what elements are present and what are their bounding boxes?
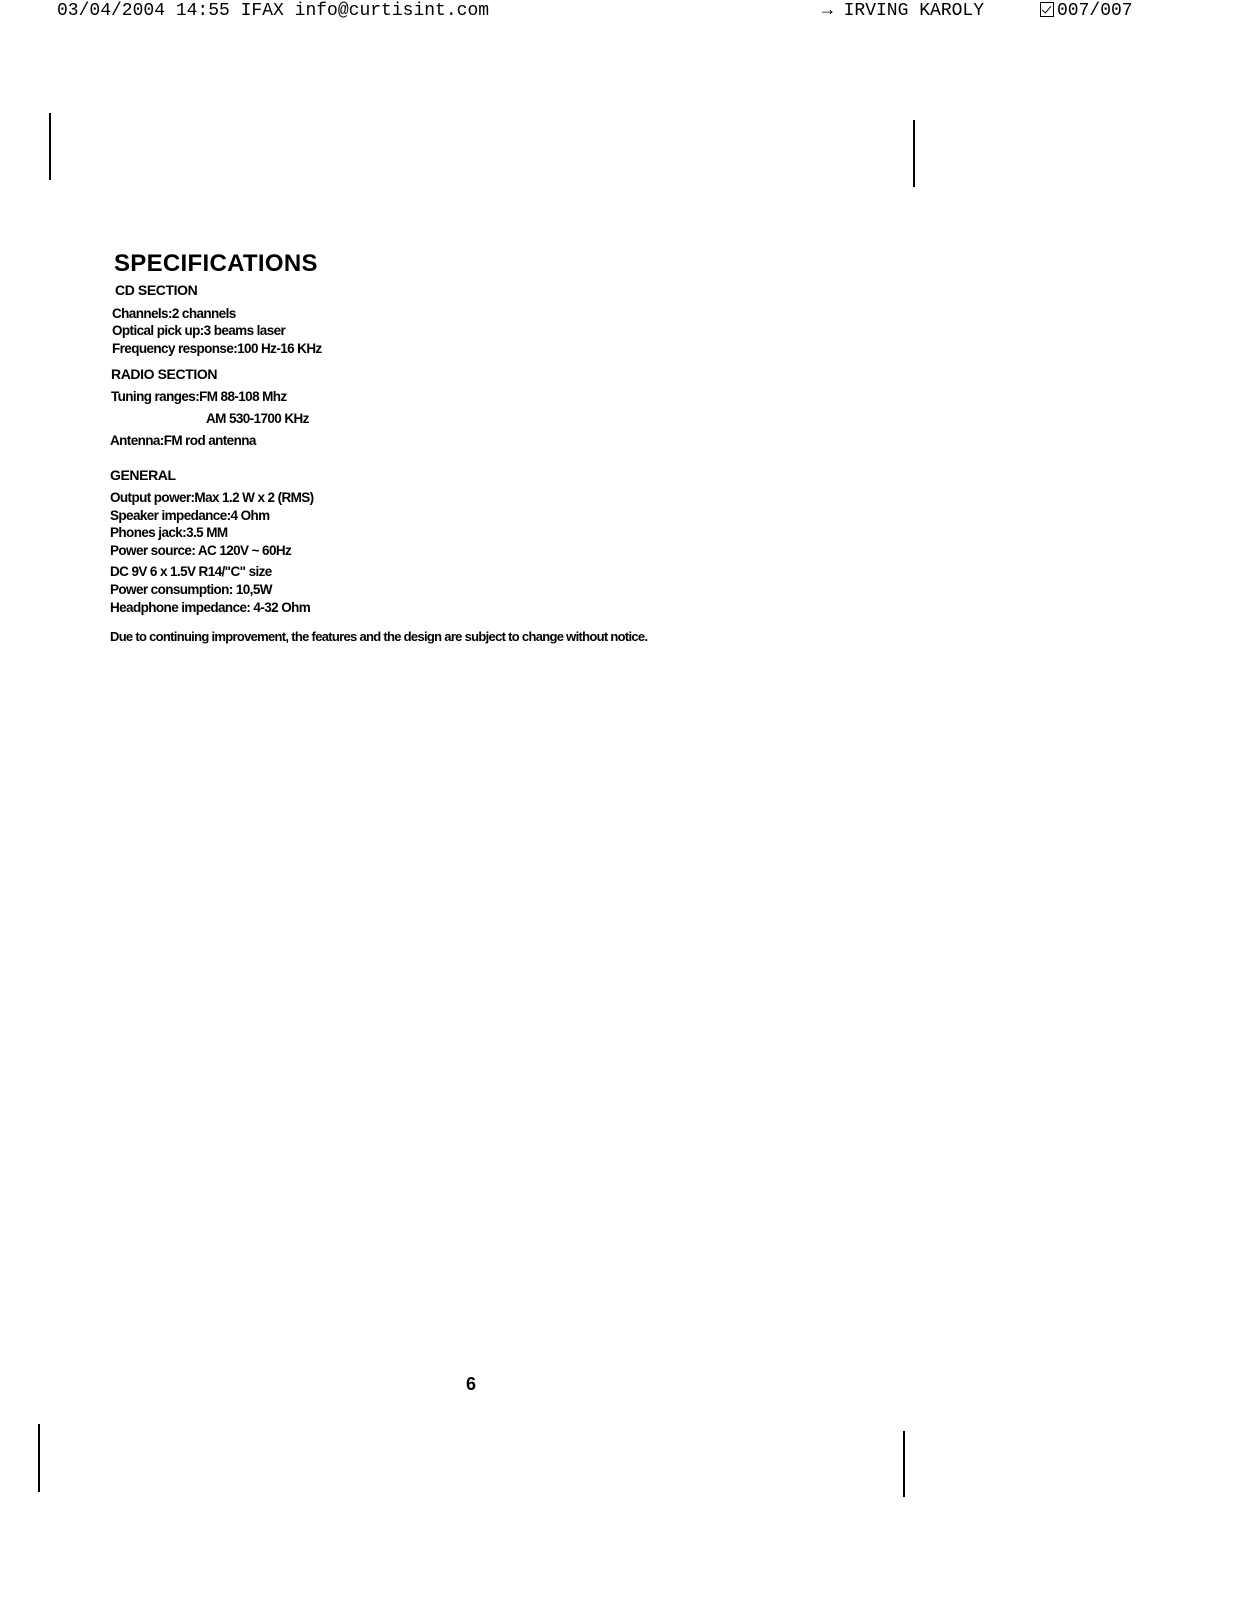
cd-spec-line: Frequency response:100 Hz-16 KHz xyxy=(112,341,322,356)
radio-spec-line: Tuning ranges:FM 88-108 Mhz xyxy=(111,389,287,404)
fax-header-sender: 03/04/2004 14:55 IFAX info@curtisint.com xyxy=(57,1,490,21)
fax-header-recipient: → IRVING KAROLY xyxy=(822,1,985,21)
general-section-heading: GENERAL xyxy=(110,467,176,483)
general-spec-line: DC 9V 6 x 1.5V R14/"C" size xyxy=(110,564,272,579)
crop-mark-bottom-left xyxy=(38,1424,40,1492)
fax-header-page xyxy=(1040,0,1133,22)
radio-spec-line: AM 530-1700 KHz xyxy=(206,411,309,426)
crop-mark-top-left xyxy=(49,113,51,180)
general-spec-line: Phones jack:3.5 MM xyxy=(110,525,228,540)
general-spec-line: Headphone impedance: 4-32 Ohm xyxy=(110,600,311,615)
crop-mark-top-right xyxy=(913,120,915,187)
page-title: SPECIFICATIONS xyxy=(114,250,318,277)
general-spec-line: Speaker impedance:4 Ohm xyxy=(110,508,270,523)
radio-section-heading: RADIO SECTION xyxy=(111,366,218,382)
cd-spec-line: Optical pick up:3 beams laser xyxy=(112,323,286,338)
general-spec-line: Power source: AC 120V ~ 60Hz xyxy=(110,543,292,558)
fax-page-count: 007/007 xyxy=(1057,1,1133,21)
cd-section-heading: CD SECTION xyxy=(115,282,198,298)
cd-spec-line: Channels:2 channels xyxy=(112,306,236,321)
fax-check-icon xyxy=(1040,2,1054,17)
general-spec-line: Output power:Max 1.2 W x 2 (RMS) xyxy=(110,490,314,505)
page-number: 6 xyxy=(466,1374,477,1394)
general-spec-line: Power consumption: 10,5W xyxy=(110,582,272,597)
crop-mark-bottom-right xyxy=(903,1431,905,1497)
radio-spec-line: Antenna:FM rod antenna xyxy=(110,433,256,448)
fax-header xyxy=(0,0,1242,22)
change-notice: Due to continuing improvement, the features and the design are subject to change without notice. xyxy=(110,629,648,644)
